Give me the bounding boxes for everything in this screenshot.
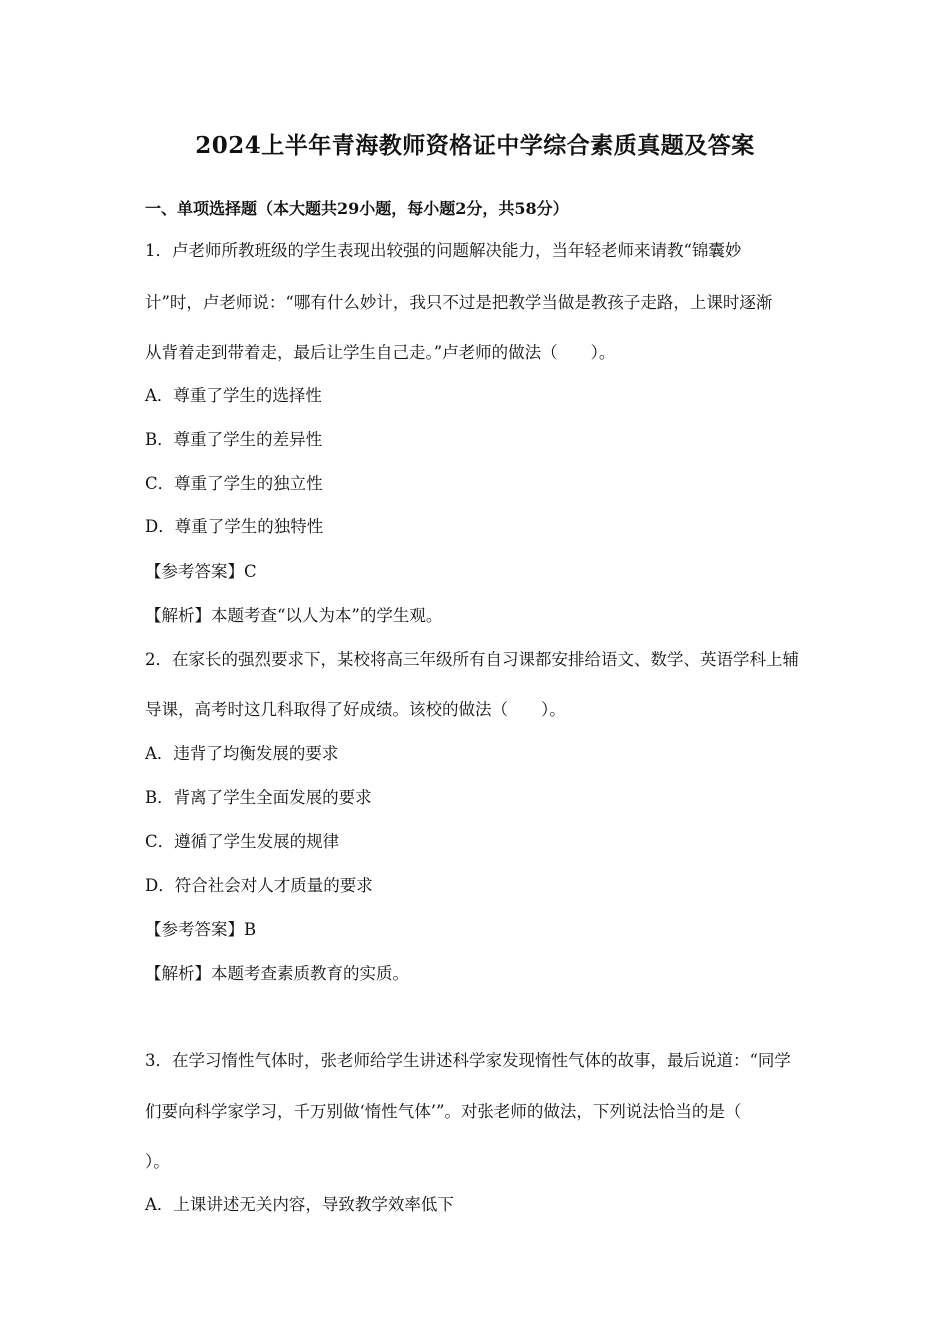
question-3-stem-line-2: 们要向科学家学习，千万别做‘惰性气体’”。对张老师的做法，下列说法恰当的是（ (145, 1102, 742, 1121)
question-1-stem-line-1: 1．卢老师所教班级的学生表现出较强的问题解决能力，当年轻老师来请教“锦囊妙 (145, 241, 742, 260)
question-1-analysis (145, 606, 442, 626)
answer-label: 【参考答案】 (145, 562, 244, 581)
question-3-stem-line-3: ）。 (145, 1152, 170, 1171)
analysis-label: 【解析】 (145, 606, 211, 625)
analysis-text: 本题考查“以人为本”的学生观。 (211, 606, 443, 625)
question-3-stem-line-1: 3．在学习惰性气体时，张老师给学生讲述科学家发现惰性气体的故事，最后说道：“同学 (145, 1051, 791, 1070)
question-1-option-a: A．尊重了学生的选择性 (145, 386, 322, 405)
question-2-option-d: D．符合社会对人才质量的要求 (145, 876, 373, 895)
question-1-answer (145, 562, 257, 582)
question-2-stem-line-2: 导课，高考时这几科取得了好成绩。该校的做法（ ）。 (145, 700, 566, 719)
question-2-option-a: A．违背了均衡发展的要求 (145, 744, 339, 763)
question-2-analysis (145, 964, 409, 984)
question-1-option-b: B．尊重了学生的差异性 (145, 430, 323, 449)
question-1-option-d: D．尊重了学生的独特性 (145, 517, 324, 536)
analysis-label: 【解析】 (145, 964, 211, 983)
answer-value: C (244, 562, 257, 581)
question-2-stem-line-1: 2．在家长的强烈要求下，某校将高三年级所有自习课都安排给语文、数学、英语学科上辅 (145, 650, 799, 669)
document-title: 2024上半年青海教师资格证中学综合素质真题及答案 (195, 132, 755, 159)
question-2-option-c: C．遵循了学生发展的规律 (145, 832, 340, 851)
section-heading: 一、单项选择题（本大题共29小题，每小题2分，共58分） (145, 199, 569, 218)
question-2-answer (145, 920, 256, 940)
question-1-option-c: C．尊重了学生的独立性 (145, 474, 323, 493)
question-3-option-a: A．上课讲述无关内容，导致教学效率低下 (145, 1195, 454, 1214)
analysis-text: 本题考查素质教育的实质。 (211, 964, 409, 983)
question-2-option-b: B．背离了学生全面发展的要求 (145, 788, 372, 807)
question-1-stem-line-3: 从背着走到带着走，最后让学生自己走。”卢老师的做法（ ）。 (145, 343, 616, 362)
answer-label: 【参考答案】 (145, 920, 244, 939)
answer-value: B (244, 920, 257, 939)
question-1-stem-line-2: 计”时，卢老师说：“哪有什么妙计，我只不过是把教学当做是教孩子走路，上课时逐渐 (145, 293, 773, 312)
